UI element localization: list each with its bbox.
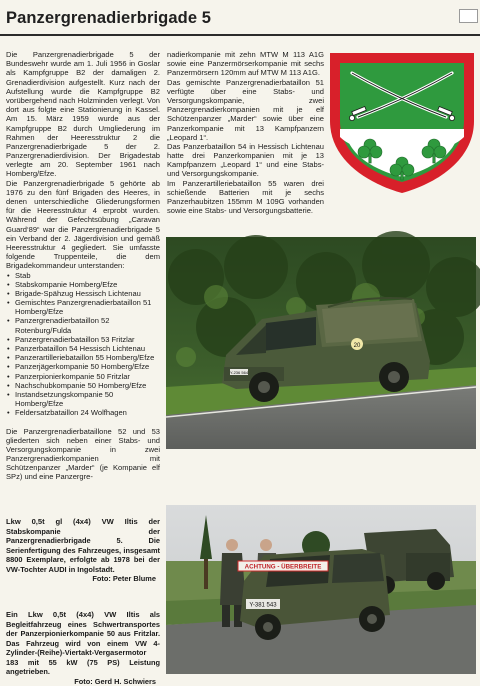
caption-text: als Begleitfahrzeug eines Schwertransportes der Panzerpionierkompanie 50 aus Fritzlar. Das Fahrzeug wird von einem VW 4-Zylinder-(Reihe)-Viertakt-Vergasermotor 183 mit 55 kW (75 PS) Leistung angetrieben.: [6, 610, 160, 676]
photo-iltis-forest: [166, 237, 476, 449]
photo-2-banner: ACHTUNG - ÜBERBREITE: [245, 564, 322, 571]
list-item: • Panzerpionierkompanie 50 Fritzlar: [6, 372, 160, 381]
paragraph: Das Panzerbataillon 54 in Hessisch Lichtenau hatte drei Panzerkompanien mit je 13 Kampfpanzern „Leopard 1“ und eine Stabs- und Versorgungskompanie.: [167, 142, 324, 179]
page-header: [0, 0, 480, 36]
photo-iltis-transport: [166, 505, 476, 674]
right-column: [167, 50, 324, 215]
left-column: [6, 50, 160, 482]
photo-credit: Foto: Gerd H. Schwiers: [6, 677, 160, 686]
paragraph: Das gemischte Panzergrenadierbataillon 51 verfügte über eine Stabs- und Versorgungskompanie, zwei Panzergrenadierkompanien mit je elf Schützenpanzer „Marder“ sowie über eine Panzerkompanie mit 13 Kampfpanzern „Leopard 1“.: [167, 78, 324, 142]
list-item: • Panzergrenadierbataillon 52 Rotenburg/Fulda: [6, 316, 160, 334]
list-item: • Panzergrenadierbataillon 53 Fritzlar: [6, 335, 160, 344]
caption-lead: Lkw 0,5t gl (4x4) VW Iltis: [6, 517, 138, 526]
paragraph: Im Panzerartilleriebataillon 55 waren drei schießende Batterien mit je sechs Panzerhaubitzen 155mm M 109G vorhanden sowie eine Stabs- und Versorgungsbatterie.: [167, 179, 324, 216]
photo-1-marking: 20: [354, 343, 361, 349]
brigade-crest: [328, 51, 476, 195]
photo-1-plate: Y-236 564: [230, 370, 249, 375]
caption-lead: Ein Lkw 0,5t (4x4) VW Iltis: [6, 610, 140, 619]
list-item: • Stabskompanie Homberg/Efze: [6, 280, 160, 289]
list-item: • Panzerartilleriebataillon 55 Homberg/Efze: [6, 353, 160, 362]
paragraph: Die Panzergrenadierbrigade 5 gehörte ab 1976 zu den fünf Brigaden des Heeres, in denen unterschiedliche Gliederungsformen für die Heeresstruktur 4 erprobt wurden. Während der Gefechtsübung „Caravan Guard‘89“ war die Panzergrenadierbrigade 5 ein Verband der 2. Jägerdivision und gemäß Heeresstruktur 4 gegliedert. Sie umfasste folgende Truppenteile, die dem Brigadekommandeur unterstanden:: [6, 179, 160, 271]
photo-2-plate: Y-381 543: [249, 603, 277, 609]
list-item: • Nachschubkompanie 50 Homberg/Efze: [6, 381, 160, 390]
photo-credit: Foto: Peter Blume: [6, 574, 160, 584]
unit-list: [6, 271, 160, 418]
crest-icon: [328, 51, 476, 195]
caption-text: der Stabskompanie der Panzergrenadierbrigade 5. Die Serienfertigung des Fahrzeuges, insgesamt 8800 Exemplare, erfolgte ab 1978 bei der VW-Tochter AUDI in Ingolstadt.: [6, 517, 160, 574]
page-title: Panzergrenadierbrigade 5: [6, 9, 211, 28]
caption-photo-1: [6, 517, 160, 584]
list-item: • Feldersatzbataillon 24 Wolfhagen: [6, 408, 160, 417]
list-item: • Panzerjägerkompanie 50 Homberg/Efze: [6, 362, 160, 371]
list-item: • Brigade-Spähzug Hessisch Lichtenau: [6, 289, 160, 298]
list-item: • Stab: [6, 271, 160, 280]
paragraph: Die Panzergrenadierbataillone 52 und 53 gliederten sich neben einer Stabs- und Versorgungskompanie in zwei Panzergrenadierkompanien mit Schützenpanzer „Marder“ (je Kompanie elf SPz) und eine Panzergre-: [6, 427, 160, 482]
list-item: • Instandsetzungskompanie 50 Homberg/Efze: [6, 390, 160, 408]
paragraph: Die Panzergrenadierbrigade 5 der Bundeswehr wurde am 1. Juli 1956 in Goslar als Kampfgruppe B2 der damaligen 2. Grenadierdivision aufgestellt. Kurz nach der Aufstellung wurde die Kampfgruppe B2 vorübergehend nach Holzminden verlegt. Von dort aus folgte eine Stationierung in Kassel. Am 15. März 1959 wurde aus der Kampfgruppe B2 durch Umgliederung im Rahmen der Heeresstruktur 2 die Panzergrenadierbrigade 5 der 2. Panzergrenadierdivision. Der Brigadestab verlegte am 20. September 1961 nach Homberg/Efze.: [6, 50, 160, 179]
header-corner-box: [459, 9, 478, 23]
list-item: • Panzerbataillon 54 Hessisch Lichtenau: [6, 344, 160, 353]
paragraph: nadierkompanie mit zehn MTW M 113 A1G sowie eine Panzermörserkompanie mit sechs Panzermörsern 120mm auf MTW M 113 A1G.: [167, 50, 324, 78]
caption-photo-2: [6, 610, 160, 686]
list-item: • Gemischtes Panzergrenadierbataillon 51 Homberg/Efze: [6, 298, 160, 316]
